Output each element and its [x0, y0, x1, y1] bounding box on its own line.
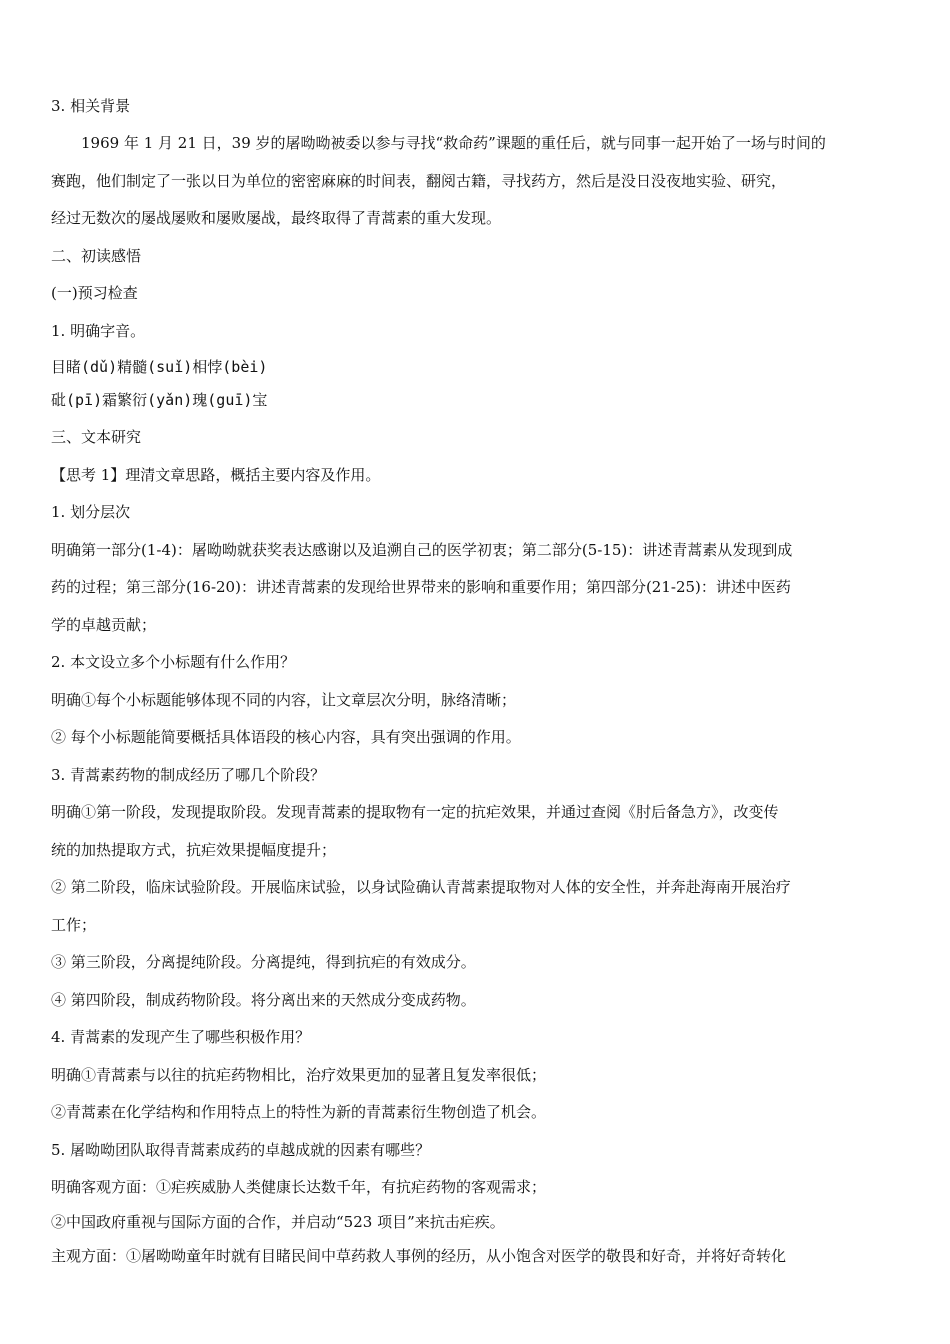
paragraph-line: 工作；: [51, 916, 97, 934]
paragraph-line: 学的卓越贡献；: [51, 616, 157, 634]
paragraph-line: ②中国政府重视与国际方面的合作，并启动“523 项目”来抗击疟疾。: [51, 1213, 505, 1231]
question-heading: 【思考 1】理清文章思路，概括主要内容及作用。: [51, 466, 381, 484]
paragraph-line: 主观方面：①屠呦呦童年时就有目睹民间中草药救人事例的经历，从小饱含对医学的敬畏和好奇，并将好奇转化: [51, 1247, 787, 1265]
item-heading: 3. 青蒿素药物的制成经历了哪几个阶段？: [51, 766, 326, 784]
paragraph-line: 统的加热提取方式，抗疟效果提幅度提升；: [51, 841, 337, 859]
paragraph-line: 经过无数次的屡战屡败和屡败屡战，最终取得了青蒿素的重大发现。: [51, 209, 502, 227]
paragraph-line: ② 每个小标题能简要概括具体语段的核心内容，具有突出强调的作用。: [51, 728, 521, 746]
paragraph-line: 赛跑，他们制定了一张以日为单位的密密麻麻的时间表，翻阅古籍，寻找药方，然后是没日没夜地实验、研究，: [51, 172, 787, 190]
heading-background: 3. 相关背景: [51, 97, 131, 115]
item-heading: 4. 青蒿素的发现产生了哪些积极作用？: [51, 1028, 311, 1046]
paragraph-line: 明确第一部分(1-4)：屠呦呦就获奖表达感谢以及追溯自己的医学初衷；第二部分(5-15)：讲述青蒿素从发现到成: [51, 541, 793, 559]
item-heading: 5. 屠呦呦团队取得青蒿素成药的卓越成就的因素有哪些？: [51, 1141, 431, 1159]
pinyin-line: 砒(pī)霜繁衍(yǎn)瑰(guī)宝: [51, 391, 268, 409]
paragraph-line: ③ 第三阶段，分离提纯阶段。分离提纯，得到抗疟的有效成分。: [51, 953, 476, 971]
section-heading: 三、文本研究: [51, 428, 142, 446]
paragraph-line: 明确①青蒿素与以往的抗疟药物相比，治疗效果更加的显著且复发率很低；: [51, 1066, 547, 1084]
item-heading: 1. 明确字音。: [51, 322, 146, 340]
section-heading: 二、初读感悟: [51, 247, 142, 265]
paragraph-line: ④ 第四阶段，制成药物阶段。将分离出来的天然成分变成药物。: [51, 991, 476, 1009]
paragraph-line: 明确客观方面：①疟疾威胁人类健康长达数千年，有抗疟药物的客观需求；: [51, 1178, 547, 1196]
paragraph-line: ②青蒿素在化学结构和作用特点上的特性为新的青蒿素衍生物创造了机会。: [51, 1103, 547, 1121]
paragraph-line: 药的过程；第三部分(16-20)：讲述青蒿素的发现给世界带来的影响和重要作用；第四部分(21-25)：讲述中医药: [51, 578, 791, 596]
paragraph-line: 1969 年 1 月 21 日，39 岁的屠呦呦被委以参与寻找“救命药”课题的重任后，就与同事一起开始了一场与时间的: [51, 134, 826, 152]
pinyin-line: 目睹(dǔ)精髓(suǐ)相悖(bèi): [51, 358, 268, 376]
paragraph-line: 明确①每个小标题能够体现不同的内容，让文章层次分明，脉络清晰；: [51, 691, 517, 709]
paragraph-line: 明确①第一阶段，发现提取阶段。发现青蒿素的提取物有一定的抗疟效果，并通过查阅《肘后备急方》，改变传: [51, 803, 779, 821]
subsection-heading: (一)预习检查: [51, 284, 138, 302]
item-heading: 1. 划分层次: [51, 503, 131, 521]
paragraph-line: ② 第二阶段，临床试验阶段。开展临床试验，以身试险确认青蒿素提取物对人体的安全性，并奔赴海南开展治疗: [51, 878, 791, 896]
item-heading: 2. 本文设立多个小标题有什么作用？: [51, 653, 296, 671]
